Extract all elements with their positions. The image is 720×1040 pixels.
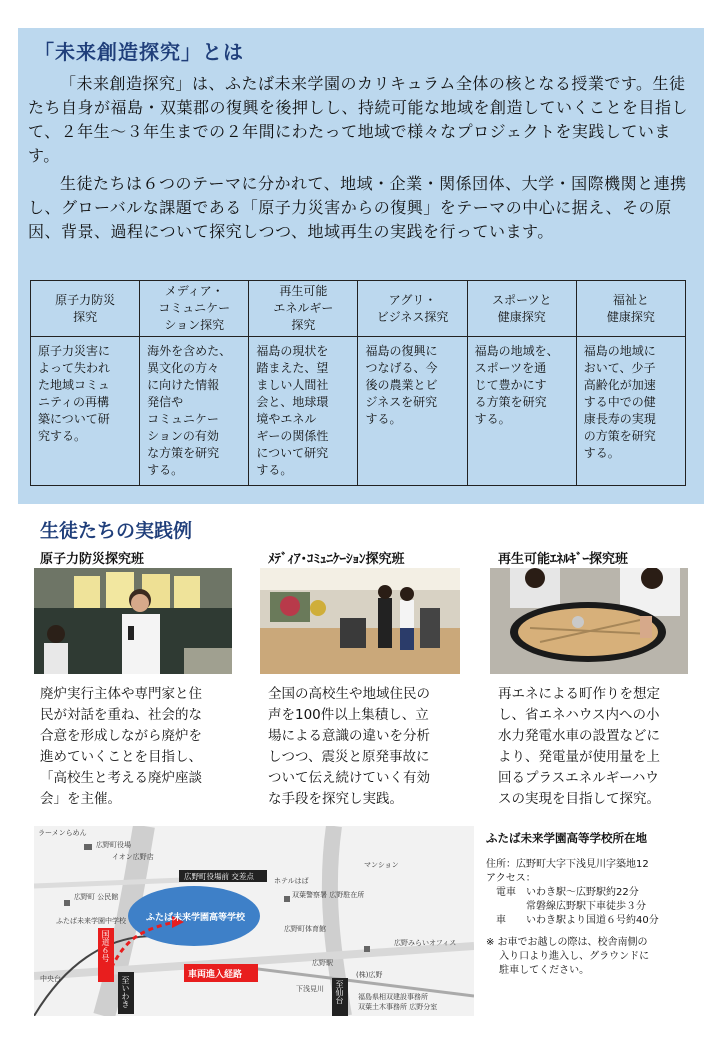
map-place-label: (株)広野 xyxy=(356,971,383,979)
theme-header-nuclear: 原子力防災 探究 xyxy=(31,281,140,337)
map-label-route: 車両進入経路 xyxy=(188,970,243,980)
theme-desc-energy: 福島の現状を 踏まえた、望 ましい人間社 会と、地球環 境やエネル ギーの関係性 について研究 する。 xyxy=(249,337,358,486)
intro-title: 「未来創造探究」とは xyxy=(34,40,244,64)
access-car: 車 いわき駅より国道６号約40分 xyxy=(486,915,659,926)
map-place-label: 広野町体育館 xyxy=(284,925,326,933)
intro-paragraph-1: 「未来創造探究」は、ふたば未来学園のカリキュラム全体の核となる授業です。生徒たち自身が福島・双葉郡の復興を後押しし、持続可能な地域を創造していくことを目指して、２年生～３年生までの２年間にわたって地域で様々なプロジェクトを実践しています。 xyxy=(28,74,689,165)
access-map xyxy=(34,826,474,1016)
theme-header-energy: 再生可能 エネルギー 探究 xyxy=(249,281,358,337)
access-train: 電車 いわき駅～広野駅約22分 xyxy=(486,887,639,898)
map-place-label: 福島県相双建設事務所 xyxy=(358,993,428,1001)
theme-desc-welfare: 福島の地域に おいて、少子 高齢化が加速 する中での健 康長寿の実現 の方策を研究 する。 xyxy=(576,337,685,486)
photo-media-team xyxy=(260,568,460,674)
map-place-label: 双葉土木事務所 広野分室 xyxy=(358,1003,438,1011)
photo-energy-team xyxy=(490,568,688,674)
theme-header-agri: アグリ・ ビジネス探究 xyxy=(358,281,467,337)
map-label-route6: 国道６号 xyxy=(101,930,110,962)
theme-header-sports: スポーツと 健康探究 xyxy=(467,281,576,337)
theme-description-row xyxy=(31,337,686,486)
access-note: ※ お車でお越しの際は、校舎南側の 入り口より進入し、グラウンドに 駐車してください。 xyxy=(486,937,650,976)
map-place-label: マンション xyxy=(364,861,399,869)
theme-desc-nuclear: 原子力災害に よって失われ た地域コミュ ニティの再構 築について研 究する。 xyxy=(31,337,140,486)
access-title: ふたば未来学園高等学校所在地 xyxy=(486,831,647,845)
photo-nuclear-team xyxy=(34,568,232,674)
team-title-nuclear: 原子力防災探究班 xyxy=(40,552,145,567)
map-place-label: 広野町役場 xyxy=(96,841,131,849)
access-info xyxy=(486,830,710,978)
access-address: 住所：広野町大字下浅見川字築地12 xyxy=(486,859,649,870)
team-title-media: ﾒﾃﾞｨｱ･ｺﾐｭﾆｹｰｼｮﾝ探究班 xyxy=(268,552,405,567)
map-place-label: 広野駅 xyxy=(312,959,333,967)
map-place-label: 下浅見川 xyxy=(296,985,324,993)
map-place-label: 双葉警察署 広野駐在所 xyxy=(292,891,365,899)
theme-table xyxy=(30,280,686,486)
practice-title: 生徒たちの実践例 xyxy=(40,520,193,542)
intro-section xyxy=(18,28,704,504)
map-place-label: ふたば未来学園中学校 xyxy=(56,917,126,925)
theme-desc-media: 海外を含めた、 異文化の方々 に向けた情報 発信や コミュニケー ションの有効 な方策を研究 する。 xyxy=(140,337,249,486)
theme-header-welfare: 福祉と 健康探究 xyxy=(576,281,685,337)
team-text-energy: 再エネによる町作りを想定 し、省エネハウス内への小 水力発電水車の設置などに より、発電量が使用量を上 回るプラスエネルギーハウ スの実現を目指して探究。 xyxy=(498,686,660,807)
team-text-nuclear: 廃炉実行主体や専門家と住 民が対話を重ね、社会的な 合意を形成しながら廃炉を 進めていくことを目指し、 「高校生と考える廃炉座談 会」を主催。 xyxy=(40,686,202,807)
map-place-label: ラーメンらめん xyxy=(38,829,87,837)
map-place-label: ホテルはば xyxy=(274,877,309,885)
map-place-label: 広野みらいオフィス xyxy=(394,939,457,947)
theme-desc-agri: 福島の復興に つなげる、今 後の農業とビ ジネスを研究 する。 xyxy=(358,337,467,486)
team-text-media: 全国の高校生や地域住民の 声を100件以上集積し、立 場による意識の違いを分析 しつつ、震災と原発事故に ついて伝え続けていく有効 な手段を探究し実践。 xyxy=(268,686,430,807)
map-place-label: 中央台 xyxy=(40,975,61,983)
theme-desc-sports: 福島の地域を、 スポーツを通 じて豊かにす る方策を研究 する。 xyxy=(467,337,576,486)
map-place-label: イオン広野店 xyxy=(112,853,154,861)
map-label-school: ふたば未来学園高等学校 xyxy=(146,913,246,923)
access-train-walk: 常磐線広野駅下車徒歩３分 xyxy=(486,901,646,912)
theme-header-media: メディア・ コミュニケー ション探究 xyxy=(140,281,249,337)
access-label: アクセス： xyxy=(486,873,536,884)
theme-header-row xyxy=(31,281,686,337)
intro-paragraph-2: 生徒たちは６つのテーマに分かれて、地域・企業・関係団体、大学・国際機関と連携し、グローバルな課題である「原子力災害からの復興」をテーマの中心に据え、その原因、背景、過程について探究しつつ、地域再生の実践を行っています。 xyxy=(28,174,687,241)
map-label-to-iwaki: 至いわき xyxy=(121,976,130,1008)
map-label-to-sendai: 至仙台 xyxy=(335,980,344,1004)
map-place-label: 広野町 公民館 xyxy=(74,893,119,901)
map-label-crossing: 広野町役場前 交差点 xyxy=(184,872,254,881)
team-title-energy: 再生可能ｴﾈﾙｷﾞｰ探究班 xyxy=(498,552,629,567)
